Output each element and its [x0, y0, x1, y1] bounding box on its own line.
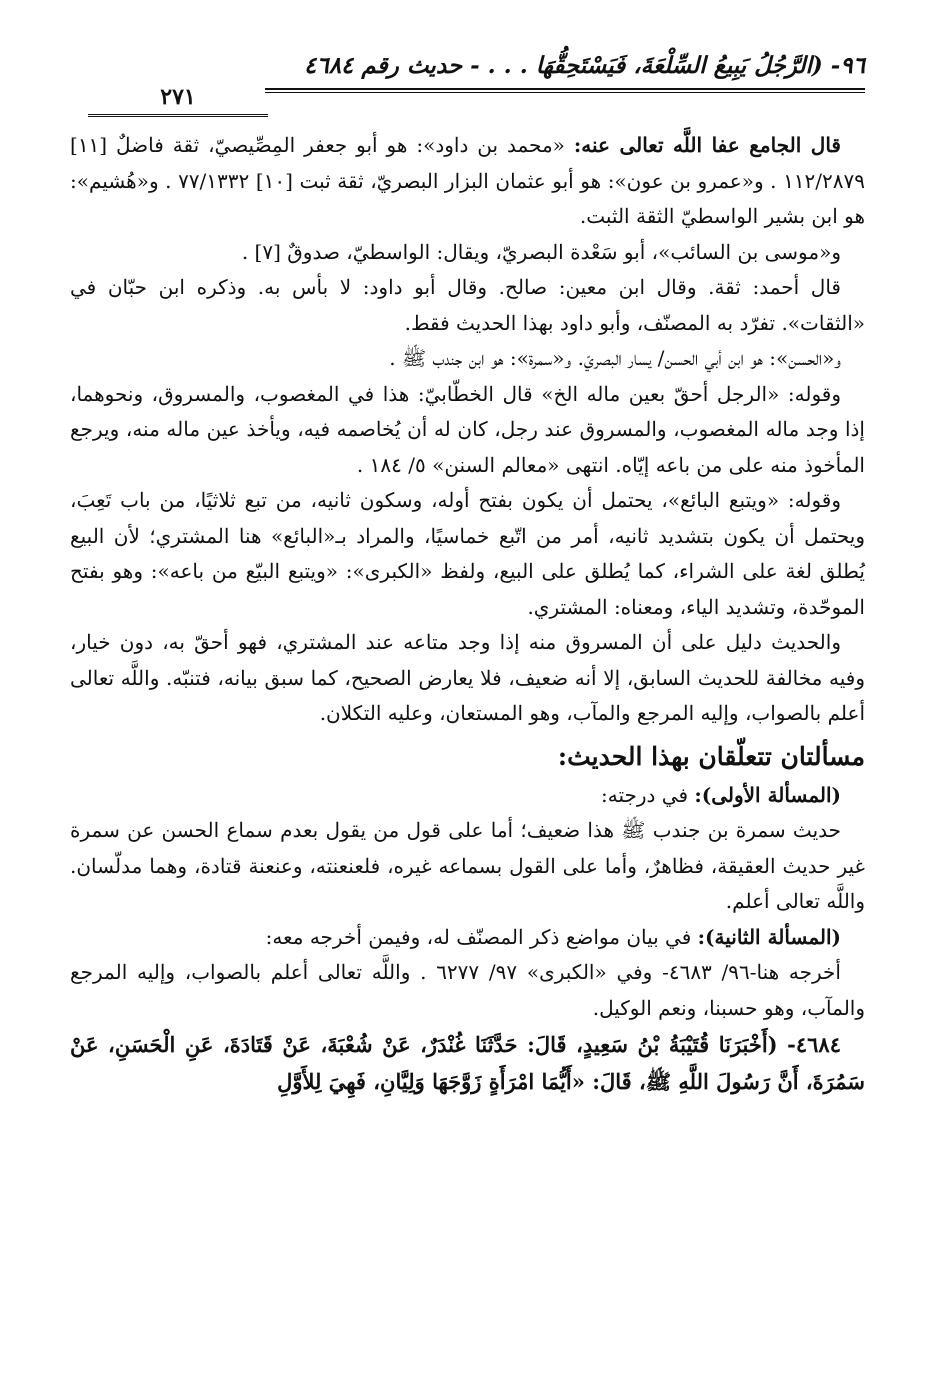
- issue-1-text: حديث سمرة بن جندب ﷺ هذا ضعيف؛ أما على قول من يقول بعدم سماع الحسن عن سمرة غير حديث العقيقة، فظاهرٌ، وأما على القول بسماعه غيره، فلعنعنته، وعنعنة قتادة، وهما مدلّسان. واللَّه تعالى أعلم.: [70, 818, 865, 913]
- header-title: ٩٦- (الرَّجُلُ يَبِيعُ السِّلْعَةَ، فَيَسْتَحِقُّهَا . . . - حديث رقم ٤٦٨٤: [303, 52, 865, 79]
- page-number: ٢٧١: [160, 84, 196, 110]
- paragraph-text: «محمد بن داود»: هو أبو جعفر المِصِّيصيّ، ثقة فاضلٌ [١١] ١١٢/٢٨٧٩ . و«عمرو بن عون»: هو أبو عثمان البزار البصريّ، ثقة ثبت [١٠] ٧٧/١٣٣٢ . و«هُشيم»: هو ابن بشير الواسطيّ الثقة الثبت.: [70, 133, 865, 228]
- issue-2-label: (المسألة الثانية):: [697, 924, 841, 949]
- issue-2-title: [70, 920, 865, 956]
- issue-2-text: أخرجه هنا-٩٦/ ٤٦٨٣- وفي «الكبرى» ٩٧/ ٦٢٧٧ . واللَّه تعالى أعلم بالصواب، وإليه المرجع والمآب، وهو حسبنا، ونعم الوكيل.: [70, 960, 865, 1020]
- header-rule: [265, 88, 865, 90]
- hadith-text: ٤٦٨٤- (أَخْبَرَنَا قُتَيْبَةُ بْنُ سَعِيدٍ، قَالَ: حَدَّثَنَا غُنْدَرٌ، عَنْ شُعْبَةَ، عَنْ قَتَادَةَ، عَنِ الْحَسَنِ، عَنْ سَمُرَةَ، أَنَّ رَسُولَ اللَّهِ ﷺ، قَالَ: «أَيُّمَا امْرَأَةٍ زَوَّجَهَا وَلِيَّانِ، فَهِيَ لِلأَوَّلِ: [70, 1032, 865, 1094]
- page-body: [70, 128, 865, 1100]
- section-heading: مسألتان تتعلّقان بهذا الحديث:: [557, 741, 865, 771]
- running-header: [88, 52, 865, 114]
- paragraph-6: وقوله: «ويتبع البائع»، يحتمل أن يكون بفتح أوله، وسكون ثانيه، من تبع ثلاثيًا، من باب تَعِبَ، ويحتمل أن يكون بتشديد ثانيه، أمر من اتّبع خماسيًا، والمراد بـ«البائع» هنا المشتري؛ لأن البيع يُطلق لغة على الشراء، كما يُطلق على البيع، ولفظ «الكبرى»: «ويتبع البيّع من باعه»: وهو بفتح الموحّدة، وتشديد الياء، ومعناه: المشتري.: [70, 488, 865, 619]
- paragraph-1: [70, 128, 865, 235]
- paragraph-3: قال أحمد: ثقة. وقال ابن معين: صالح. وقال أبو داود: لا بأس به. وذكره ابن حبّان في «الثقات». تفرّد به المصنّف، وأبو داود بهذا الحديث فقط.: [70, 275, 865, 335]
- paragraph-lead: قال الجامع عفا اللَّه تعالى عنه:: [573, 133, 841, 157]
- paragraph-5: وقوله: «الرجل أحقّ بعين ماله الخ» قال الخطّابيّ: هذا في المغصوب، والمسروق، ونحوهما، إذا وجد ماله المغصوب، والمسروق عند رجل، كان له أن يُخاصمه فيه، ويأخذ عين ماله منه، ويرجع المأخوذ منه على من باعه إيّاه. انتهى «معالم السنن» ٥/ ١٨٤ .: [70, 381, 865, 477]
- paragraph-7: والحديث دليل على أن المسروق منه إذا وجد متاعه عند المشتري، فهو أحقّ به، دون خيار، وفيه مخالفة للحديث السابق، إلا أنه ضعيف، فلا يعارض الصحيح، كما سبق بيانه، فتنبّه. واللَّه تعالى أعلم بالصواب، وإليه المرجع والمآب، وهو المستعان، وعليه التكلان.: [70, 630, 865, 725]
- issue-1-label: (المسألة الأولى):: [694, 782, 841, 807]
- page-number-rule: [88, 114, 268, 117]
- paragraph-4: و«الحسن»: هو ابن أبي الحسن/ يسار البصريّ. و«سمرة»: هو ابن جندب ﷺ .: [389, 346, 841, 370]
- issue-2-subject: في بيان مواضع ذكر المصنّف له، وفيمن أخرجه معه:: [265, 924, 698, 949]
- issue-1-subject: في درجته:: [601, 782, 695, 807]
- issue-1-title: [70, 778, 865, 814]
- paragraph-2: و«موسى بن السائب»، أبو سَعْدة البصريّ، ويقال: الواسطيّ، صدوقٌ [٧] .: [241, 239, 841, 264]
- header-rule-thin: [265, 92, 865, 93]
